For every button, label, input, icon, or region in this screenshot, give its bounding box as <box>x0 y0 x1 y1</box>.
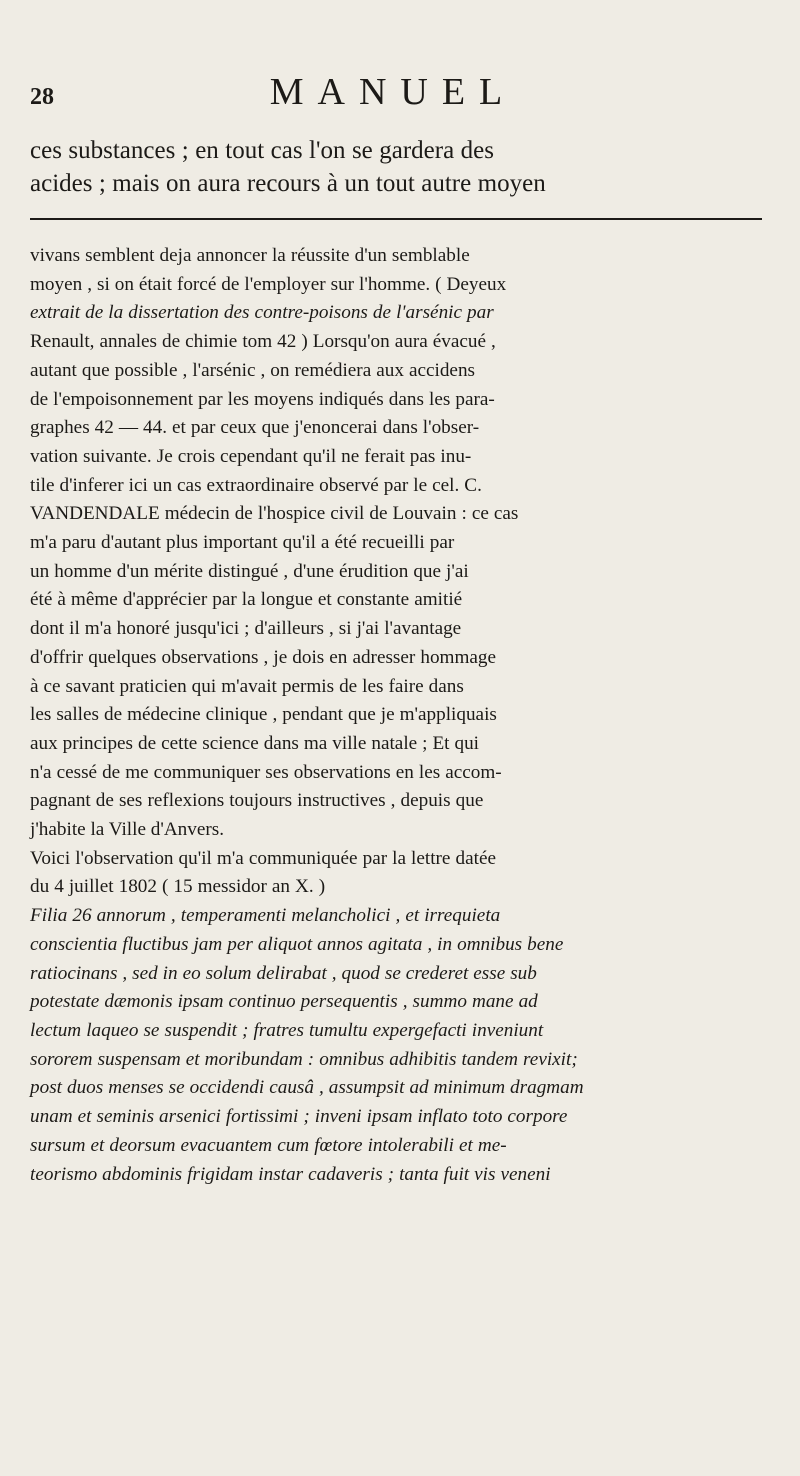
footnote-line: unam et seminis arsenici fortissimi ; inveni ipsam inflato toto corpore <box>30 1106 568 1128</box>
footnote-line: ratiocinans , sed in eo solum delirabat , quod se crederet esse sub <box>30 962 537 984</box>
running-head <box>30 70 756 116</box>
footnote-line: de l'empoisonnement par les moyens indiqués dans les para- <box>30 388 495 410</box>
footnote-line: vation suivante. Je crois cependant qu'il ne ferait pas inu- <box>30 445 472 467</box>
running-title: MANUEL <box>269 71 517 113</box>
footnote-line: un homme d'un mérite distingué , d'une érudition que j'ai <box>30 560 469 582</box>
main-text <box>30 134 756 200</box>
footnote-line: teorismo abdominis frigidam instar cadaveris ; tanta fuit vis veneni <box>30 1163 551 1185</box>
main-text-line: acides ; mais on aura recours à un tout autre moyen <box>30 170 546 197</box>
footnote-line: conscientia fluctibus jam per aliquot annos agitata , in omnibus bene <box>30 933 564 955</box>
footnote-line: dont il m'a honoré jusqu'ici ; d'ailleurs , si j'ai l'avantage <box>30 618 462 640</box>
footnote-line: lectum laqueo se suspendit ; fratres tumultu expergefacti inveniunt <box>30 1019 544 1041</box>
page-number: 28 <box>30 84 54 110</box>
footnote-line: Renault, annales de chimie tom 42 ) Lorsqu'on aura évacué , <box>30 331 496 353</box>
footnote-line: pagnant de ses reflexions toujours instructives , depuis que <box>30 790 484 812</box>
footnote-line: les salles de médecine clinique , pendant que je m'appliquais <box>30 704 497 726</box>
footnote <box>30 242 756 1189</box>
footnote-line: m'a paru d'autant plus important qu'il a été recueilli par <box>30 532 455 554</box>
footnote-line: aux principes de cette science dans ma ville natale ; Et qui <box>30 732 479 754</box>
footnote-line: n'a cessé de me communiquer ses observations en les accom- <box>30 761 502 783</box>
footnote-line: Voici l'observation qu'il m'a communiquée par la lettre datée <box>30 847 496 869</box>
footnote-line: sursum et deorsum evacuantem cum fœtore intolerabili et me- <box>30 1134 507 1156</box>
footnote-line: autant que possible , l'arsénic , on remédiera aux accidens <box>30 359 475 381</box>
footnote-line: graphes 42 — 44. et par ceux que j'enoncerai dans l'obser- <box>30 417 480 439</box>
footnote-line: Filia 26 annorum , temperamenti melancholici , et irrequieta <box>30 905 501 927</box>
footnote-line: potestate dæmonis ipsam continuo persequentis , summo mane ad <box>30 991 538 1013</box>
footnote-line: vivans semblent deja annoncer la réussite d'un semblable <box>30 245 470 266</box>
footnote-line: j'habite la Ville d'Anvers. <box>30 819 225 841</box>
footnote-line: extrait de la dissertation des contre-poisons de l'arsénic par <box>30 302 494 324</box>
footnote-line: post duos menses se occidendi causâ , assumpsit ad minimum dragmam <box>30 1077 584 1099</box>
footnote-line: à ce savant praticien qui m'avait permis de les faire dans <box>30 675 464 697</box>
footnote-line: VANDENDALE médecin de l'hospice civil de Louvain : ce cas <box>30 503 519 525</box>
footnote-line: d'offrir quelques observations , je dois en adresser hommage <box>30 646 497 668</box>
footnote-line: du 4 juillet 1802 ( 15 messidor an X. ) <box>30 876 326 898</box>
separator-rule <box>30 218 762 220</box>
footnote-line: été à même d'apprécier par la longue et constante amitié <box>30 589 463 611</box>
main-text-line: ces substances ; en tout cas l'on se gardera des <box>30 137 494 164</box>
footnote-line: sororem suspensam et moribundam : omnibus adhibitis tandem revixit; <box>30 1048 578 1070</box>
footnote-line: tile d'inferer ici un cas extraordinaire observé par le cel. C. <box>30 474 482 496</box>
footnote-line: moyen , si on était forcé de l'employer sur l'homme. ( Deyeux <box>30 273 507 295</box>
